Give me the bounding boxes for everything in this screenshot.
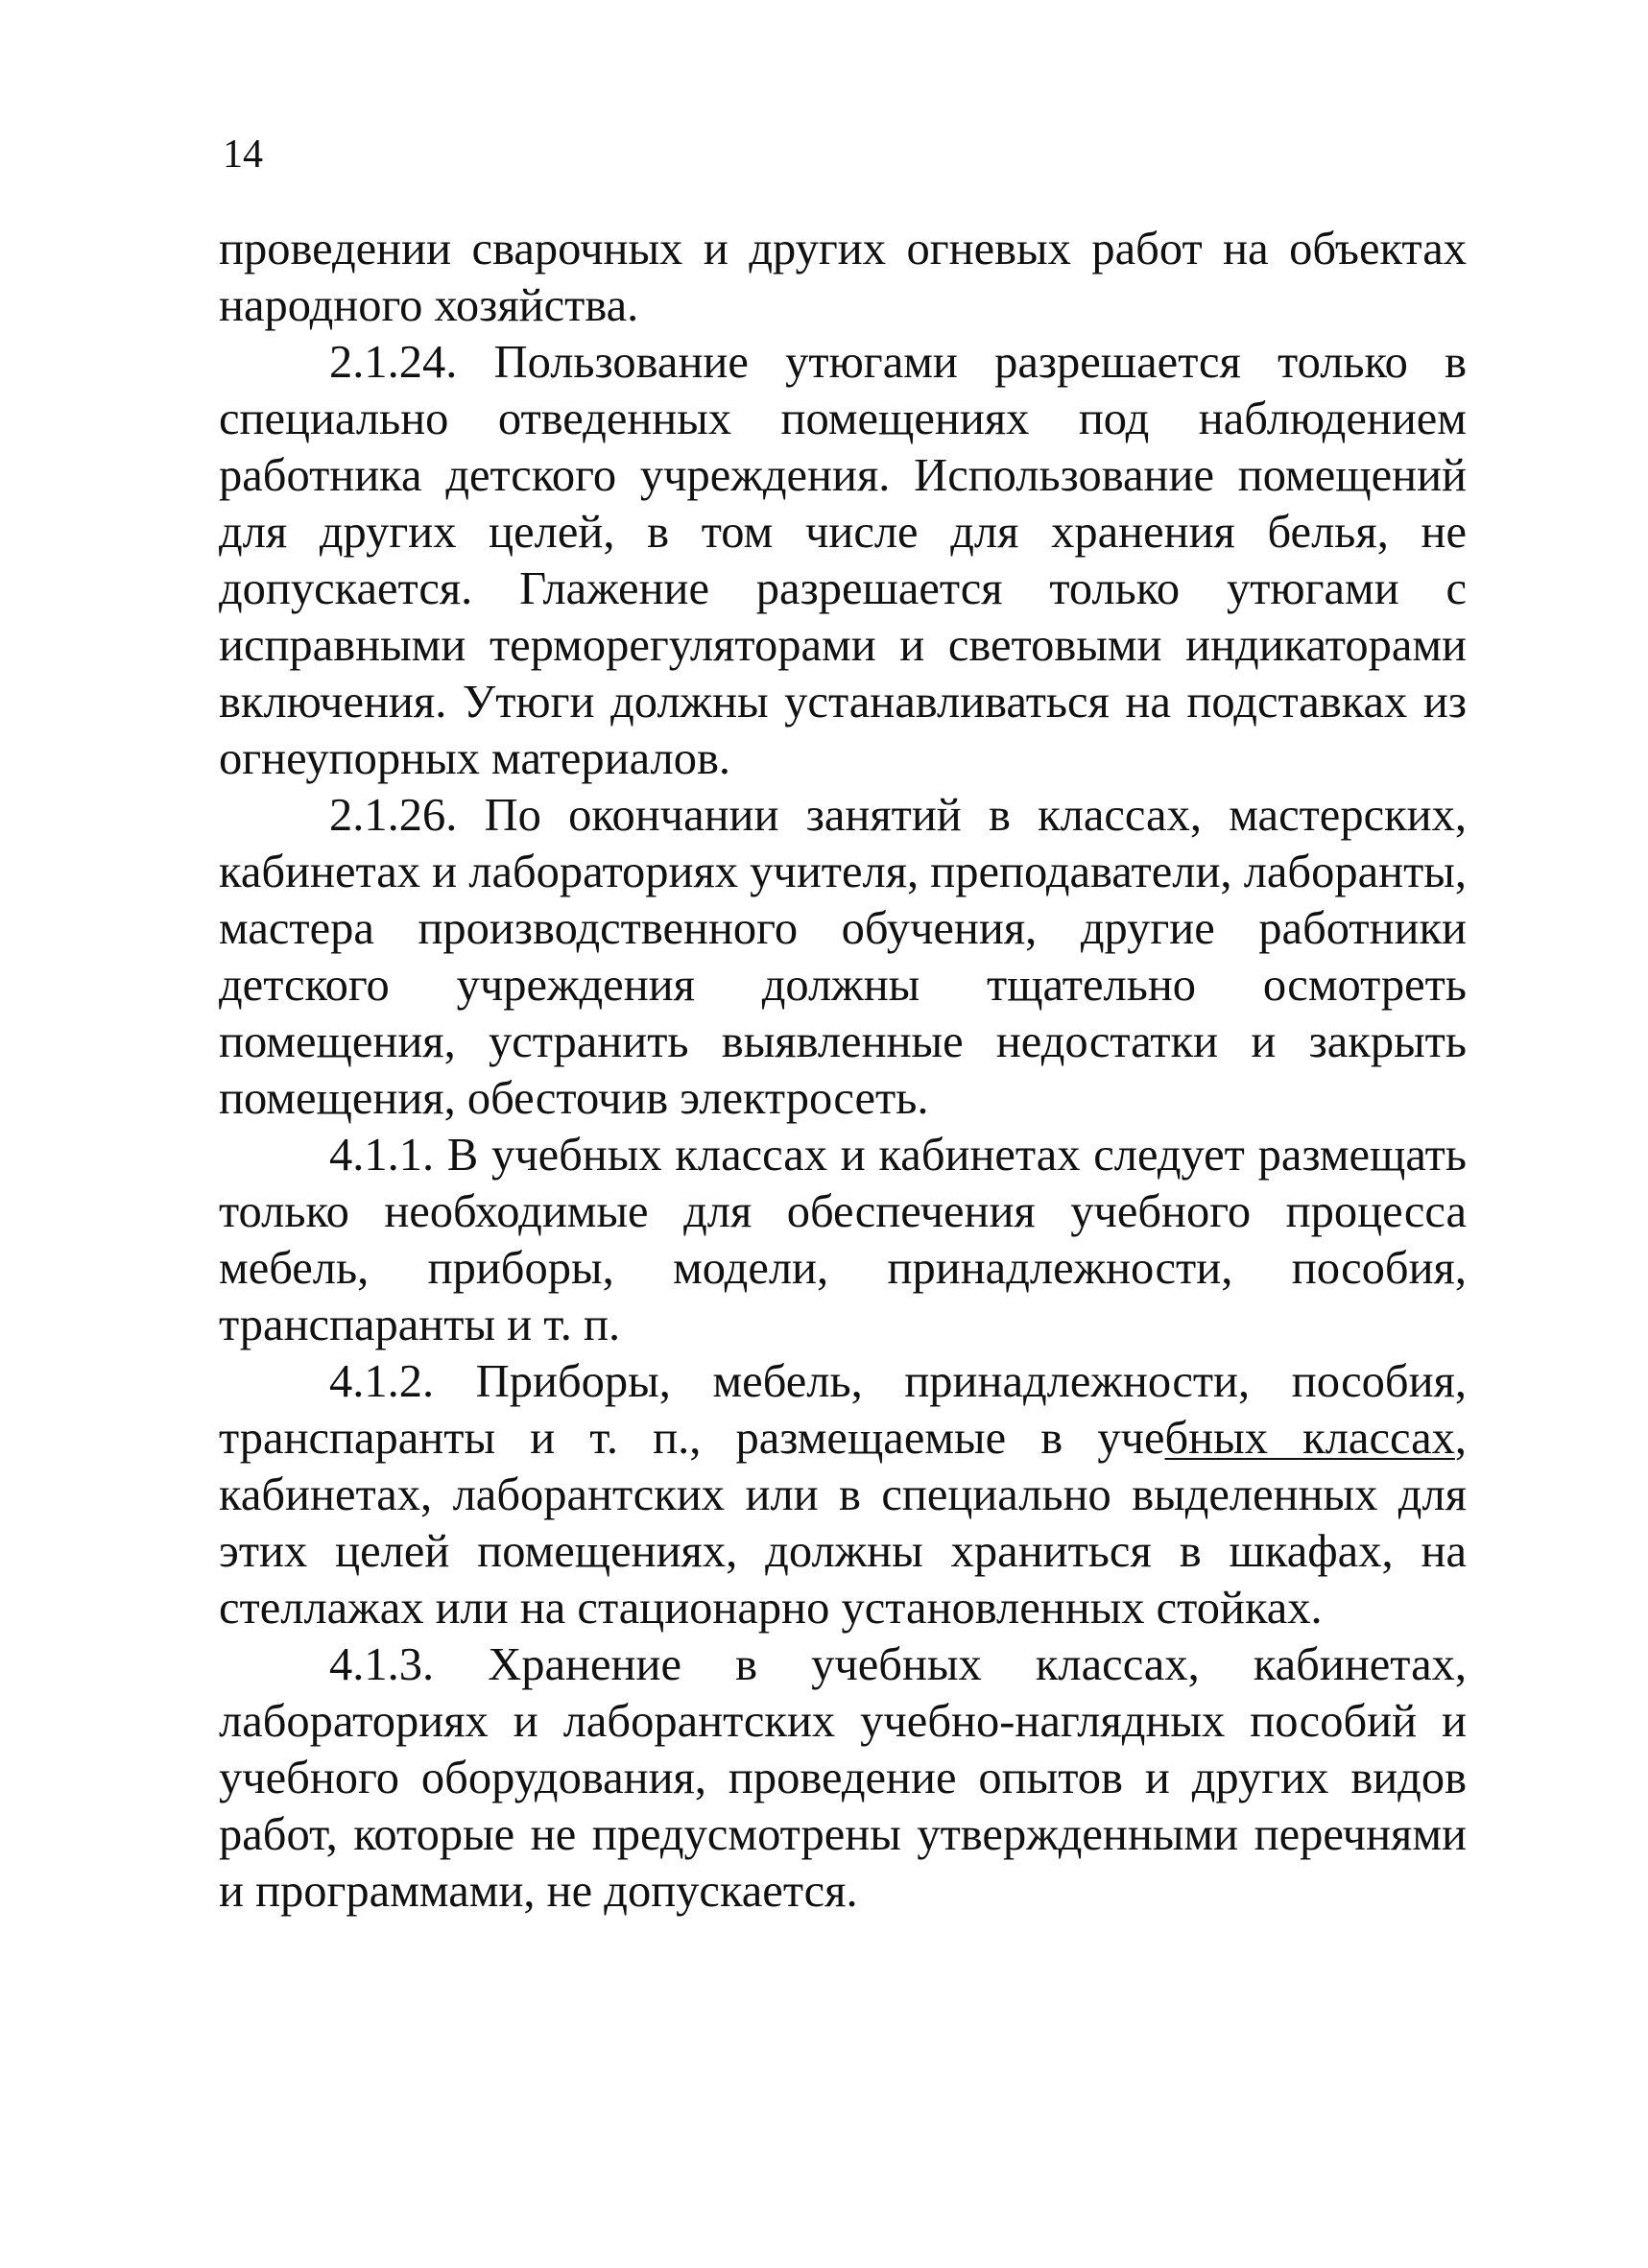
page-number: 14 (223, 132, 263, 177)
paragraph-4-1-2 (219, 1353, 1467, 1636)
document-body (219, 221, 1467, 1920)
paragraph-4-1-3: 4.1.3. Хранение в учебных классах, кабинетах, лабораториях и лаборантских учебно-наглядных пособий и учебного оборудования, проведение опытов и других видов работ, которые не предусмотрены утвержденными перечнями и программами, не допускается. (219, 1639, 1467, 1917)
underlined-phrase: бных классах (1164, 1413, 1455, 1464)
paragraph-continuation: проведении сварочных и других огневых работ на объектах народного хозяйства. (219, 224, 1467, 331)
paragraph-4-1-1: 4.1.1. В учебных классах и кабинетах следует размещать только необходимые для обеспечения учебного процесса мебель, приборы, модели, принадлежности, пособия, транспаранты и т. п. (219, 1130, 1467, 1350)
paragraph-4-1-2-after: , кабинетах, лаборантских или в специально выделенных для этих целей помещениях, должны храниться в шкафах, на стеллажах или на стационарно установленных стойках. (219, 1413, 1467, 1634)
paragraph-4-1-2-before: 4.1.2. Приборы, мебель, принадлежности, пособия, транспаранты и т. п., размещаемые в уче (219, 1356, 1467, 1464)
paragraph-2-1-26: 2.1.26. По окончании занятий в классах, мастерских, кабинетах и лабораториях учителя, преподаватели, лаборанты, мастера производственного обучения, другие работники детского учреждения должны тщательно осмотреть помещения, устранить выявленные недостатки и закрыть помещения, обесточив электросеть. (219, 790, 1467, 1124)
paragraph-2-1-24: 2.1.24. Пользование утюгами разрешается только в специально отведенных помещениях под наблюдением работника детского учреждения. Использование помещений для других целей, в том числе для хранения белья, не допускается. Глажение разрешается только утюгами с исправными терморегуляторами и световыми индикаторами включения. Утюги должны устанавливаться на подставках из огнеупорных материалов. (219, 337, 1467, 784)
